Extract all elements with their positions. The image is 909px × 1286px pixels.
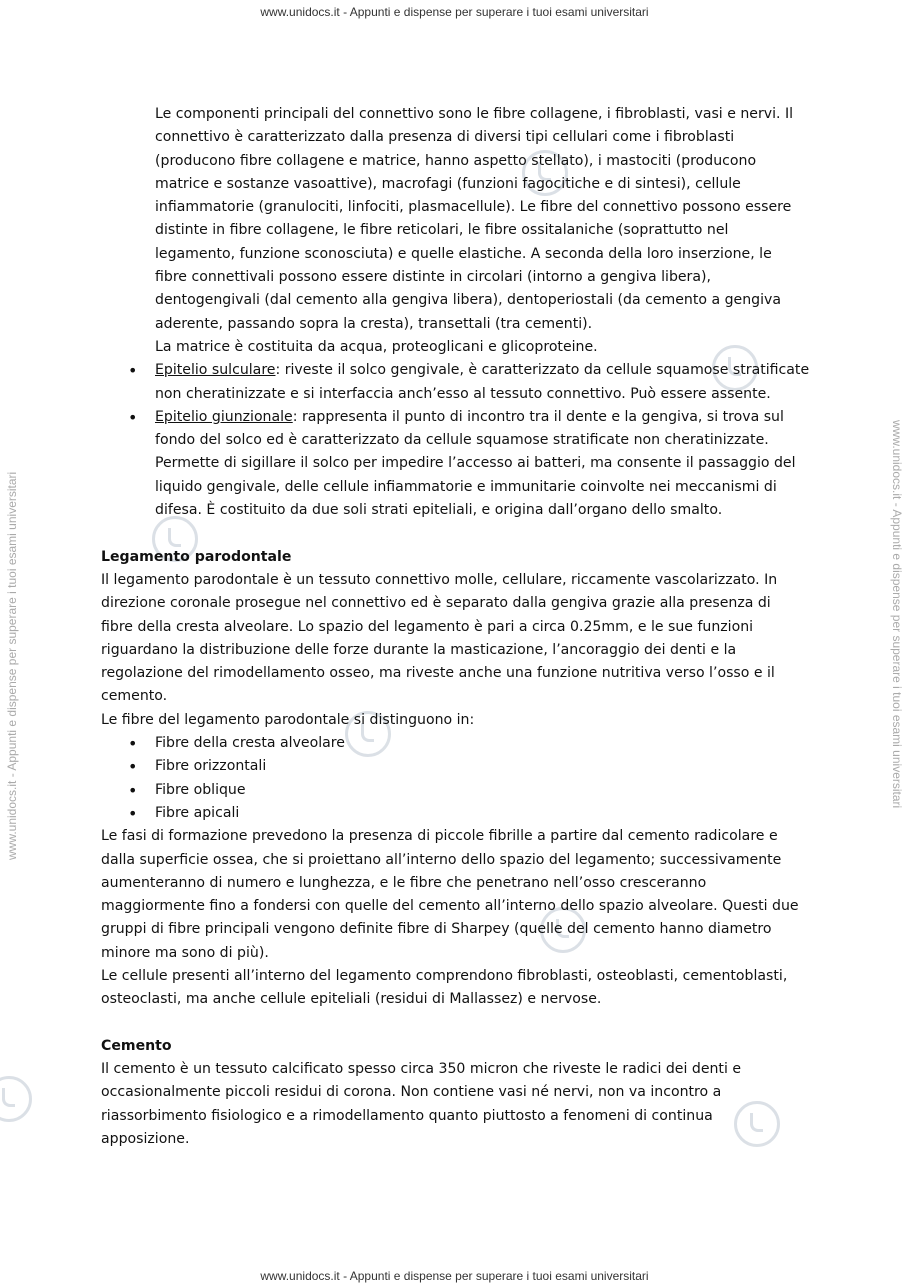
text-line: fibre connettivali possono essere distinte in circolari (intorno a gengiva libera), xyxy=(155,269,711,286)
text-line: fibre della cresta alveolare. Lo spazio del legamento è pari a circa 0.25mm, e le sue funzioni xyxy=(101,618,754,635)
text-line: riguardano la distribuzione delle forze durante la masticazione, l’ancoraggio dei denti e la xyxy=(101,641,737,658)
bullet-title: Epitelio sulculare xyxy=(155,362,276,379)
text-line: gruppi di fibre principali vengono definite fibre di Sharpey (quelle del cemento hanno diametro xyxy=(101,921,772,938)
text-line: direzione coronale prosegue nel connettivo ed è separato dalla gengiva grazie alla presenza di xyxy=(101,595,771,612)
text-line: riassorbimento fisiologico e a rimodellamento quanto piuttosto a fenomeni di continua xyxy=(101,1107,713,1124)
page-footer-watermark: www.unidocs.it - Appunti e dispense per superare i tuoi esami universitari xyxy=(260,1269,649,1283)
bullet-title: Epitelio giunzionale xyxy=(155,408,293,425)
text-line: : rappresenta il punto di incontro tra il dente e la gengiva, si trova sul xyxy=(292,408,784,425)
page-header-watermark: www.unidocs.it - Appunti e dispense per superare i tuoi esami universitari xyxy=(260,5,649,19)
right-side-watermark: www.unidocs.it - Appunti e dispense per superare i tuoi esami universitari xyxy=(890,420,904,809)
text-line: Permette di sigillare il solco per impedire l’accesso ai batteri, ma consente il passaggio del xyxy=(155,455,796,472)
text-line: liquido gengivale, delle cellule infiammatorie e immunitarie coinvolte nei meccanismi di xyxy=(155,478,777,495)
section-heading-legamento: Legamento parodontale xyxy=(101,548,292,565)
text-line: difesa. È costituito da due soli strati epiteliali, e origina dall’organo dello smalto. xyxy=(155,502,723,519)
watermark-logo-icon xyxy=(0,1076,32,1122)
text-line: cemento. xyxy=(101,688,168,705)
list-item: • Fibre apicali xyxy=(101,802,816,825)
text-line: dalla superficie ossea, che si proiettano all’interno dello spazio del legamento; successivamente xyxy=(101,851,782,868)
connettivo-paragraph xyxy=(155,103,816,359)
text-line: fondo del solco ed è caratterizzato da cellule squamose stratificate non cheratinizzate. xyxy=(155,432,769,449)
text-line: Le fibre del legamento parodontale si distinguono in: xyxy=(101,711,475,728)
list-item: • Fibre oblique xyxy=(101,779,816,802)
text-line: (producono fibre collagene e matrice, hanno aspetto stellato), i mastociti (producono xyxy=(155,152,757,169)
text-line: legamento, funzione sconosciuta) e quelle elastiche. A seconda della loro inserzione, le xyxy=(155,245,772,262)
text-line: occasionalmente piccoli residui di corona. Non contiene vasi né nervi, non va incontro a xyxy=(101,1084,722,1101)
text-line: Le componenti principali del connettivo sono le fibre collagene, i fibroblasti, vasi e nervi. Il xyxy=(155,106,794,122)
list-item-epitelio-sulculare xyxy=(101,359,816,406)
text-line: distinte in fibre collagene, le fibre reticolari, le fibre ossitalaniche (soprattutto nel xyxy=(155,222,729,239)
text-line: osteoclasti, ma anche cellule epiteliali (residui di Mallassez) e nervose. xyxy=(101,991,602,1008)
text-line: matrice e sostanze vasoattive), macrofagi (funzioni fagocitiche e di sintesi), cellule xyxy=(155,175,741,192)
text-line: infiammatorie (granulociti, linfociti, plasmacellule). Le fibre del connettivo possono essere xyxy=(155,199,792,216)
text-line: Le cellule presenti all’interno del legamento comprendono fibroblasti, osteoblasti, cementoblasti, xyxy=(101,967,788,984)
list-item: • Fibre orizzontali xyxy=(101,755,816,778)
text-line: regolazione del rimodellamento osseo, ma riveste anche una funzione nutritiva verso l’osso e il xyxy=(101,665,775,682)
text-line: Le fasi di formazione prevedono la presenza di piccole fibrille a partire dal cemento radicolare e xyxy=(101,828,778,845)
text-line: non cheratinizzate e si interfaccia anch’esso al tessuto connettivo. Può essere assente. xyxy=(155,385,771,402)
legamento-paragraph xyxy=(101,569,816,732)
list-item: • Fibre della cresta alveolare xyxy=(101,732,816,755)
text-line: Il legamento parodontale è un tessuto connettivo molle, cellulare, riccamente vascolarizzato. In xyxy=(101,571,778,588)
section-heading-cemento: Cemento xyxy=(101,1037,172,1054)
list-item-epitelio-giunzionale xyxy=(101,406,816,522)
text-line: connettivo è caratterizzato dalla presenza di diversi tipi cellulari come i fibroblasti xyxy=(155,129,735,146)
text-line: Il cemento è un tessuto calcificato spesso circa 350 micron che riveste le radici dei denti e xyxy=(101,1061,742,1078)
text-line: La matrice è costituita da acqua, proteoglicani e glicoproteine. xyxy=(155,338,598,355)
text-line: minore ma sono di più). xyxy=(101,944,269,961)
text-line: : riveste il solco gengivale, è caratterizzato da cellule squamose stratificate xyxy=(275,362,810,379)
document-body xyxy=(101,103,816,1151)
text-line: maggiormente fino a fondersi con quelle del cemento all’interno dello spazio alveolare. Questi due xyxy=(101,898,799,915)
cemento-paragraph xyxy=(101,1058,816,1151)
text-line: aderente, passando sopra la cresta), transettali (tra cementi). xyxy=(155,315,593,332)
text-line: aumenteranno di numero e lunghezza, e le fibre che penetrano nell’osso cresceranno xyxy=(101,874,707,891)
fibre-list xyxy=(101,732,816,825)
left-side-watermark: www.unidocs.it - Appunti e dispense per superare i tuoi esami universitari xyxy=(5,471,19,860)
formazione-paragraph xyxy=(101,825,816,1011)
epitelio-list xyxy=(101,359,816,522)
text-line: apposizione. xyxy=(101,1131,190,1148)
text-line: dentogengivali (dal cemento alla gengiva libera), dentoperiostali (da cemento a gengiva xyxy=(155,292,781,309)
